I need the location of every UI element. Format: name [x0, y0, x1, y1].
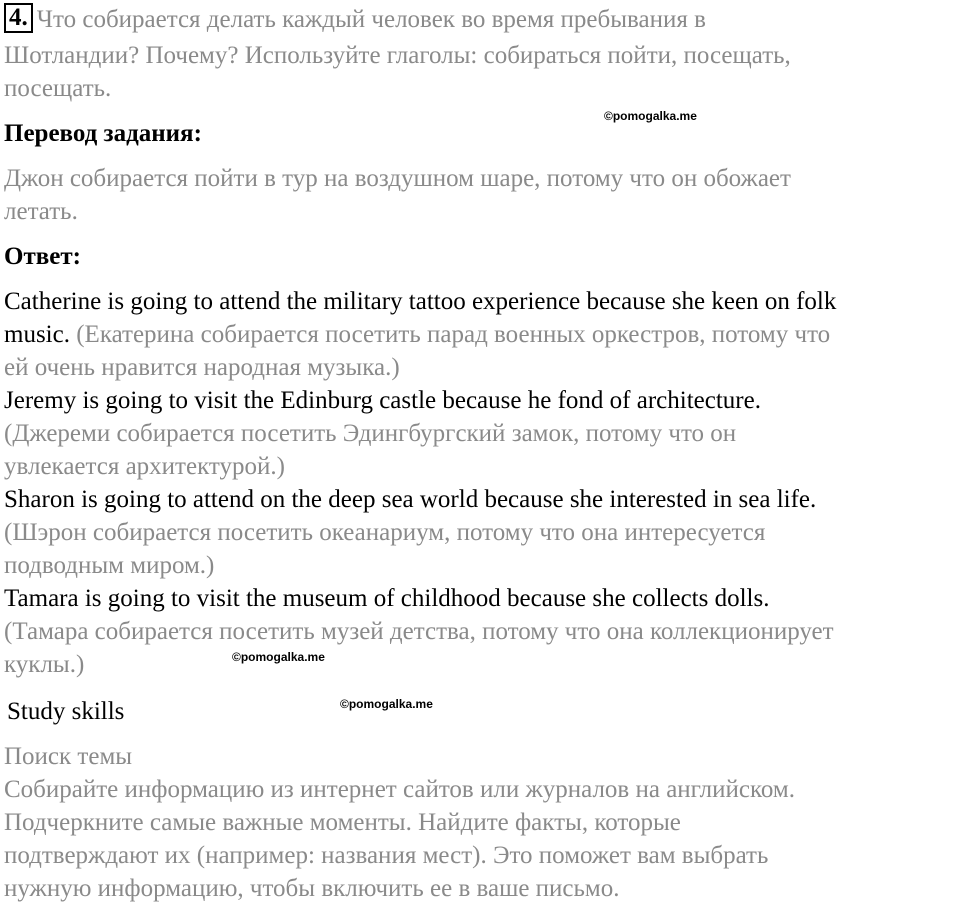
- study-line: подтверждают их (например: названия мест). Это поможет вам выбрать: [4, 842, 769, 869]
- watermark: ©pomogalka.me: [604, 109, 697, 123]
- answer-line: увлекается архитектурой.): [4, 453, 285, 480]
- watermark: ©pomogalka.me: [232, 650, 325, 664]
- study-skills-title: Study skills: [7, 698, 125, 725]
- answer-line: (Джереми собирается посетить Эдингбургский замок, потому что он: [4, 420, 737, 447]
- answer-line: Tamara is going to visit the museum of childhood because she collects dolls.: [4, 585, 770, 612]
- answer-line: подводным миром.): [4, 552, 215, 579]
- study-line: Поиск темы: [4, 743, 133, 770]
- translation-line-1: Джон собирается пойти в тур на воздушном шаре, потому что он обожает: [4, 165, 791, 192]
- task-number: 4.: [4, 3, 33, 33]
- answer-line: Jeremy is going to visit the Edinburg castle because he fond of architecture.: [4, 387, 761, 414]
- answer-line: ей очень нравится народная музыка.): [4, 354, 400, 381]
- translation-line-2: летать.: [4, 198, 78, 225]
- study-line: Подчеркните самые важные моменты. Найдите факты, которые: [4, 809, 681, 836]
- answer-line: Sharon is going to attend on the deep sea world because she interested in sea life.: [4, 486, 817, 513]
- answer-line: Catherine is going to attend the military tattoo experience because she keen on folk: [4, 288, 837, 315]
- study-line: нужную информацию, чтобы включить ее в ваше письмо.: [4, 875, 620, 902]
- task-question-line-2: Шотландии? Почему? Используйте глаголы: собираться пойти, посещать,: [4, 42, 791, 69]
- study-line: Собирайте информацию из интернет сайтов или журналов на английском.: [4, 776, 795, 803]
- answer-line: music. (Екатерина собирается посетить парад военных оркестров, потому что: [4, 321, 831, 348]
- answer-line: (Тамара собирается посетить музей детства, потому что она коллекционирует: [4, 618, 834, 645]
- translation-heading: Перевод задания:: [4, 120, 202, 147]
- answer-line: куклы.): [4, 651, 85, 678]
- task-question-line-1: 4. Что собирается делать каждый человек во время пребывания в: [4, 3, 706, 36]
- watermark: ©pomogalka.me: [340, 697, 433, 711]
- answer-line: (Шэрон собирается посетить океанариум, потому что она интересуется: [4, 519, 766, 546]
- answer-heading: Ответ:: [4, 243, 81, 270]
- task-question-line-3: посещать.: [4, 75, 112, 102]
